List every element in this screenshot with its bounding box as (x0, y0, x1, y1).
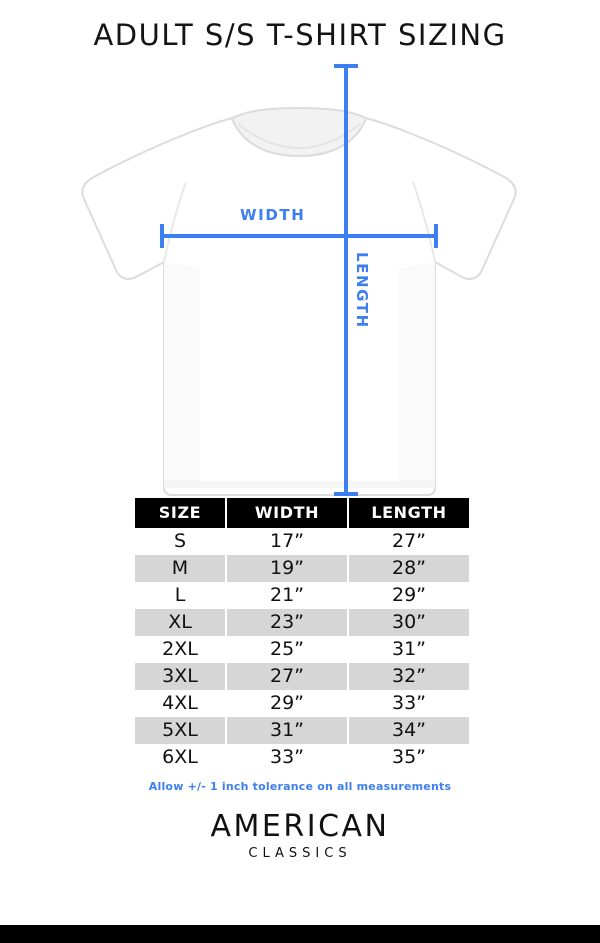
tolerance-note: Allow +/- 1 inch tolerance on all measurements (148, 780, 452, 793)
table-header-row (135, 498, 469, 528)
width-cap-right (434, 224, 438, 248)
cell-size: L (135, 582, 226, 609)
table-row (135, 636, 469, 663)
column-header-size: SIZE (135, 498, 226, 528)
column-header-width: WIDTH (226, 498, 348, 528)
table-row (135, 582, 469, 609)
cell-length: 28” (348, 555, 469, 582)
size-table (135, 498, 469, 771)
cell-length: 27” (348, 528, 469, 555)
table-row (135, 528, 469, 555)
table-row (135, 663, 469, 690)
brand-logo (0, 809, 600, 861)
cell-width: 19” (226, 555, 348, 582)
table-row (135, 609, 469, 636)
table-row (135, 717, 469, 744)
cell-size: 4XL (135, 690, 226, 717)
brand-subtitle: CLASSICS (248, 846, 352, 861)
table-row (135, 555, 469, 582)
length-label: LENGTH (353, 252, 371, 329)
cell-width: 33” (226, 744, 348, 771)
cell-length: 32” (348, 663, 469, 690)
cell-size: S (135, 528, 226, 555)
size-table-body (135, 528, 469, 771)
cell-length: 33” (348, 690, 469, 717)
cell-size: 2XL (135, 636, 226, 663)
table-row (135, 744, 469, 771)
length-cap-bottom (334, 492, 358, 496)
footer-bar (0, 925, 600, 943)
tshirt-diagram (0, 56, 600, 496)
cell-length: 31” (348, 636, 469, 663)
brand-name: AMERICAN (210, 809, 390, 844)
cell-width: 17” (226, 528, 348, 555)
table-row (135, 690, 469, 717)
cell-width: 31” (226, 717, 348, 744)
cell-length: 35” (348, 744, 469, 771)
length-cap-top (334, 64, 358, 68)
cell-size: M (135, 555, 226, 582)
cell-size: XL (135, 609, 226, 636)
page-title: ADULT S/S T-SHIRT SIZING (93, 18, 507, 52)
cell-width: 29” (226, 690, 348, 717)
width-label: WIDTH (240, 206, 306, 224)
length-measure-line (344, 64, 348, 496)
size-table-head (135, 498, 469, 528)
cell-size: 5XL (135, 717, 226, 744)
size-table-container (135, 498, 465, 771)
cell-size: 3XL (135, 663, 226, 690)
column-header-length: LENGTH (348, 498, 469, 528)
cell-size: 6XL (135, 744, 226, 771)
cell-length: 29” (348, 582, 469, 609)
width-cap-left (160, 224, 164, 248)
cell-width: 27” (226, 663, 348, 690)
tshirt-illustration (0, 56, 600, 496)
width-measure-line (160, 234, 438, 238)
cell-width: 23” (226, 609, 348, 636)
cell-length: 34” (348, 717, 469, 744)
cell-length: 30” (348, 609, 469, 636)
cell-width: 25” (226, 636, 348, 663)
cell-width: 21” (226, 582, 348, 609)
